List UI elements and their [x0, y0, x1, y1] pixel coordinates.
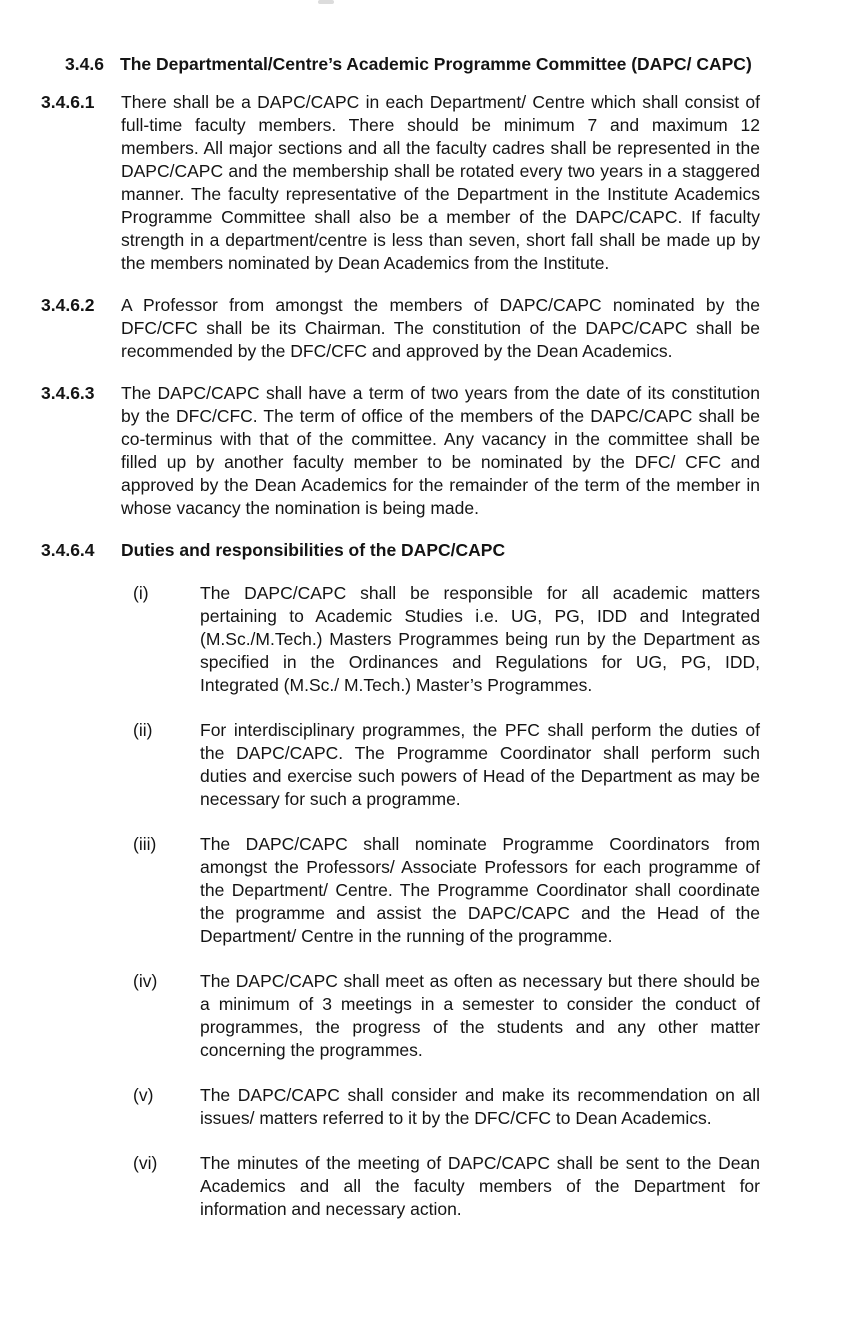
list-item: [133, 970, 760, 1062]
duties-subheading-text: Duties and responsibilities of the DAPC/CAPC: [121, 540, 506, 560]
list-item-text: The DAPC/CAPC shall nominate Programme Coordinators from amongst the Professors/ Associate Professors for each programme of the Department/ Centre. The Programme Coordinator shall coordinate the programme and assist the DAPC/CAPC and the Head of the Department/ Centre in the running of the programme.: [200, 834, 760, 946]
list-item-text: The DAPC/CAPC shall be responsible for all academic matters pertaining to Academic Studies i.e. UG, PG, IDD and Integrated (M.Sc./M.Tech.) Masters Programmes being run by the Department as specified in the Ordinances and Regulations for UG, PG, IDD, Integrated (M.Sc./ M.Tech.) Master’s Programmes.: [200, 583, 760, 695]
list-item-marker: (ii): [133, 720, 153, 740]
paragraph: [41, 91, 760, 275]
paragraph: [41, 382, 760, 520]
duties-list: [0, 582, 760, 1221]
duties-subheading: [41, 539, 760, 562]
section-heading-text: The Departmental/Centre’s Academic Programme Committee (DAPC/ CAPC): [120, 54, 752, 74]
list-item-marker: (v): [133, 1085, 154, 1105]
section-number: 3.4.6: [65, 54, 104, 74]
list-item-text: For interdisciplinary programmes, the PFC shall perform the duties of the DAPC/CAPC. The Programme Coordinator shall perform such duties and exercise such powers of Head of the Department as may be necessary for such a programme.: [200, 720, 760, 809]
paragraph-text: A Professor from amongst the members of DAPC/CAPC nominated by the DFC/CFC shall be its Chairman. The constitution of the DAPC/CAPC shall be recommended by the DFC/CFC and approved by the Dean Academics.: [121, 295, 760, 361]
section-heading: [65, 53, 760, 76]
list-item: [133, 582, 760, 697]
list-item: [133, 719, 760, 811]
list-item-text: The minutes of the meeting of DAPC/CAPC shall be sent to the Dean Academics and all the faculty members of the Department for information and necessary action.: [200, 1153, 760, 1219]
paragraph-number: 3.4.6.2: [41, 295, 95, 315]
list-item-marker: (iii): [133, 834, 157, 854]
list-item-text: The DAPC/CAPC shall meet as often as necessary but there should be a minimum of 3 meetings in a semester to consider the conduct of programmes, the progress of the students and any other matter concerning the programmes.: [200, 971, 760, 1060]
paragraph-text: The DAPC/CAPC shall have a term of two years from the date of its constitution by the DFC/CFC. The term of office of the members of the DAPC/CAPC shall be co-terminus with that of the committee. Any vacancy in the committee shall be filled up by another faculty member to be nominated by the DFC/ CFC and approved by the Dean Academics for the remainder of the term of the member in whose vacancy the nomination is being made.: [121, 383, 760, 518]
list-item-marker: (iv): [133, 971, 158, 991]
list-item-marker: (i): [133, 583, 149, 603]
scan-artifact: [318, 0, 334, 4]
list-item-text: The DAPC/CAPC shall consider and make its recommendation on all issues/ matters referred to it by the DFC/CFC to Dean Academics.: [200, 1085, 760, 1128]
paragraph-number: 3.4.6.4: [41, 540, 95, 560]
list-item: [133, 1084, 760, 1130]
list-item: [133, 833, 760, 948]
paragraph-number: 3.4.6.3: [41, 383, 95, 403]
paragraph-text: There shall be a DAPC/CAPC in each Department/ Centre which shall consist of full-time faculty members. There should be minimum 7 and maximum 12 members. All major sections and all the faculty cadres shall be represented in the DAPC/CAPC and the membership shall be rotated every two years in a staggered manner. The faculty representative of the Department in the Institute Academics Programme Committee shall also be a member of the DAPC/CAPC. If faculty strength in a department/centre is less than seven, short fall shall be made up by the members nominated by Dean Academics from the Institute.: [121, 92, 760, 273]
paragraph-number: 3.4.6.1: [41, 92, 95, 112]
paragraph: [41, 294, 760, 363]
list-item: [133, 1152, 760, 1221]
list-item-marker: (vi): [133, 1153, 158, 1173]
